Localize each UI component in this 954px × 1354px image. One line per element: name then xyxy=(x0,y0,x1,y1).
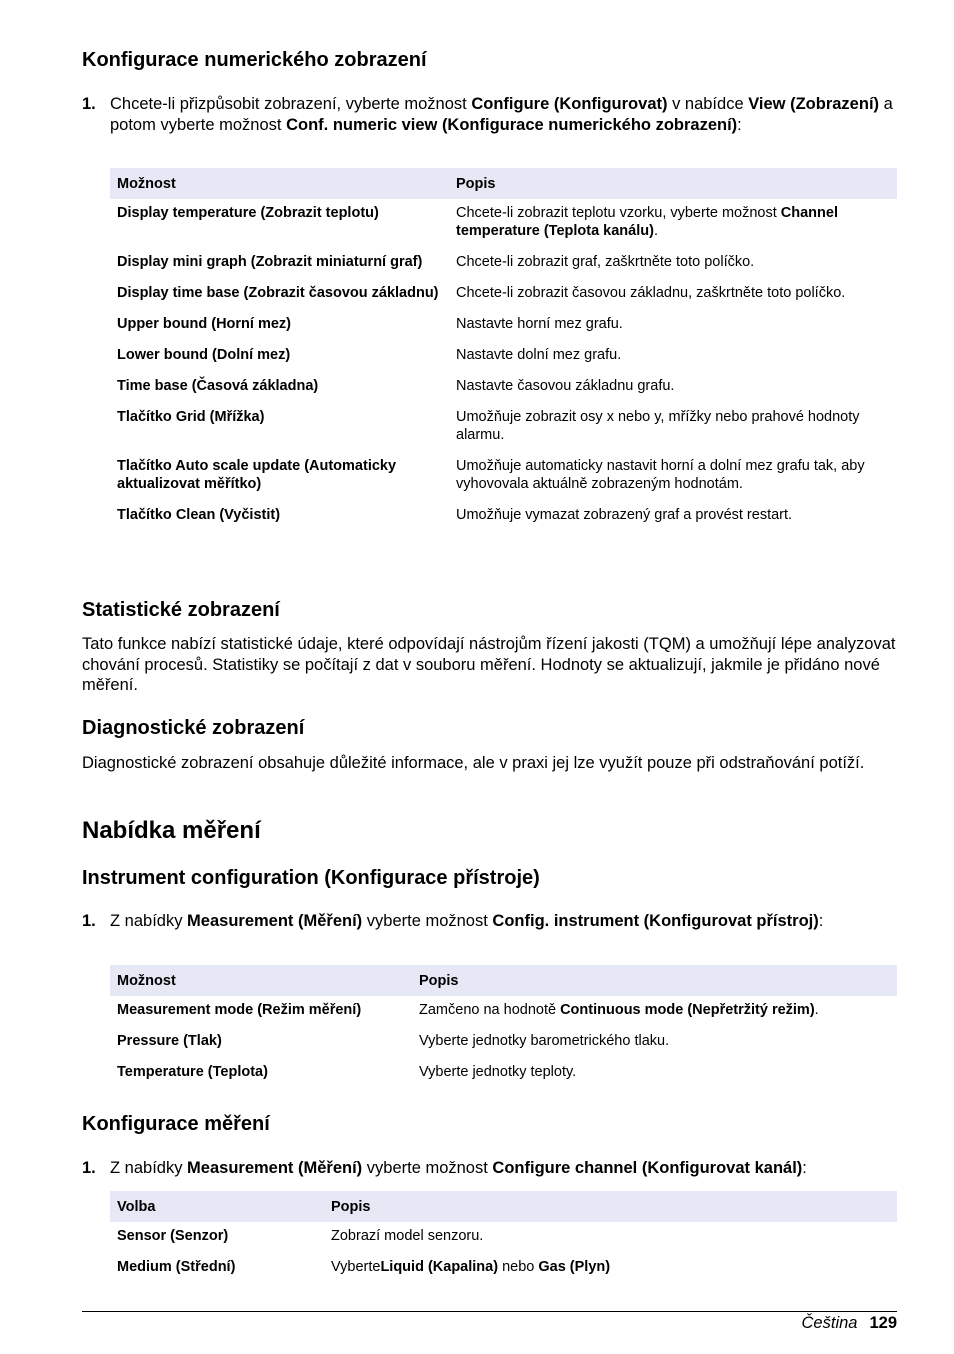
options-table-instrument-config xyxy=(110,965,897,1089)
option-description xyxy=(412,1027,897,1058)
step-text xyxy=(110,95,893,134)
text-run: vyberte možnost xyxy=(362,1159,493,1177)
option-description xyxy=(449,403,897,452)
option-name: Display time base (Zobrazit časovou základnu) xyxy=(117,285,439,301)
text-run: Umožňuje automaticky nastavit horní a dolní mez grafu tak, aby vyhovovala aktuálně zobrazeným hodnotám. xyxy=(456,458,865,492)
bold-term: Gas (Plyn) xyxy=(538,1259,611,1275)
table-row xyxy=(110,1027,897,1058)
text-run: Z nabídky xyxy=(110,1159,188,1177)
table-row xyxy=(110,1253,897,1284)
option-description xyxy=(412,996,897,1027)
option-name: Time base (Časová základna) xyxy=(117,378,319,394)
chapter-heading-measurement-menu: Nabídka měření xyxy=(82,817,261,844)
text-run: : xyxy=(818,912,824,930)
bold-term: Channel temperature (Teplota kanálu) xyxy=(456,205,838,239)
bold-term: Configure (Konfigurovat) xyxy=(471,95,668,113)
text-run: Chcete-li přizpůsobit zobrazení, vyberte možnost xyxy=(110,95,472,113)
bold-term: Configure channel (Konfigurovat kanál) xyxy=(492,1159,803,1177)
option-description xyxy=(449,501,897,532)
table-row xyxy=(110,1222,897,1253)
table-row xyxy=(110,279,897,310)
option-description xyxy=(449,248,897,279)
table-header-cell: Popis xyxy=(449,168,897,199)
table-row xyxy=(110,501,897,532)
option-name: Sensor (Senzor) xyxy=(117,1228,229,1244)
option-description xyxy=(324,1222,897,1253)
text-run: v nabídce xyxy=(667,95,749,113)
bold-term: Continuous mode (Nepřetržitý režim) xyxy=(560,1002,815,1018)
option-description xyxy=(449,310,897,341)
option-name: Pressure (Tlak) xyxy=(117,1033,222,1049)
table-row xyxy=(110,403,897,452)
section-heading-numeric-view: Konfigurace numerického zobrazení xyxy=(82,49,427,71)
page-number: 129 xyxy=(869,1314,897,1332)
option-name: Tlačítko Clean (Vyčistit) xyxy=(117,507,281,523)
text-run: Chcete-li zobrazit graf, zaškrtněte toto políčko. xyxy=(456,254,755,270)
table-header-row xyxy=(110,1191,897,1222)
section-heading-measurement-config: Konfigurace měření xyxy=(82,1113,270,1135)
option-name: Lower bound (Dolní mez) xyxy=(117,347,291,363)
table-row xyxy=(110,996,897,1027)
text-run: : xyxy=(737,115,742,134)
step-text xyxy=(110,912,823,930)
text-run: Umožňuje vymazat zobrazený graf a provést restart. xyxy=(456,507,793,523)
text-run: nebo xyxy=(498,1259,539,1275)
table-header-row xyxy=(110,168,897,199)
step-measurement-config xyxy=(82,1158,897,1179)
text-run: a potom vyberte možnost xyxy=(110,95,893,134)
footer-language: Čeština xyxy=(801,1314,858,1332)
bold-term: Conf. numeric view (Konfigurace numerického zobrazení) xyxy=(286,115,738,134)
option-name: Display mini graph (Zobrazit miniaturní graf) xyxy=(117,254,423,270)
text-run: Umožňuje zobrazit osy x nebo y, mřížky nebo prahové hodnoty alarmu. xyxy=(456,409,860,443)
table-header-cell: Možnost xyxy=(110,168,449,199)
footer-divider xyxy=(82,1311,897,1312)
table-header-cell: Volba xyxy=(110,1191,324,1222)
text-run: Chcete-li zobrazit teplotu vzorku, vyberte možnost xyxy=(456,205,781,221)
text-run: Nastavte horní mez grafu. xyxy=(456,316,623,332)
table-row xyxy=(110,372,897,403)
table-header-cell: Popis xyxy=(324,1191,897,1222)
table-row xyxy=(110,248,897,279)
option-description xyxy=(449,341,897,372)
text-run: vyberte možnost xyxy=(362,912,493,930)
table-header-cell: Možnost xyxy=(110,965,412,996)
option-name: Medium (Střední) xyxy=(117,1259,236,1275)
step-number: 1. xyxy=(82,1159,96,1177)
table-row xyxy=(110,199,897,248)
text-run: Zamčeno na hodnotě xyxy=(419,1002,561,1018)
text-run: . xyxy=(814,1002,819,1018)
text-run: Vyberte xyxy=(331,1259,381,1275)
option-description xyxy=(412,1058,897,1089)
section-heading-diagnostic-view: Diagnostické zobrazení xyxy=(82,717,305,739)
option-description xyxy=(449,372,897,403)
paragraph-statistical-view: Tato funkce nabízí statistické údaje, které odpovídají nástrojům řízení jakosti (TQM) a umožňují lépe analyzovat chování procesů. Statistiky se počítají z dat v souboru měření. Hodnoty se aktualizují, jakmile je přidáno nové měření. xyxy=(82,635,896,694)
step-number: 1. xyxy=(82,912,96,930)
text-run: Nastavte časovou základnu grafu. xyxy=(456,378,675,394)
option-name: Tlačítko Auto scale update (Automaticky aktualizovat měřítko) xyxy=(117,458,397,492)
step-numeric-view xyxy=(82,94,897,135)
text-run: Zobrazí model senzoru. xyxy=(331,1228,484,1244)
bold-term: Liquid (Kapalina) xyxy=(380,1259,499,1275)
step-text xyxy=(110,1159,807,1177)
text-run: Vyberte jednotky teploty. xyxy=(419,1064,577,1080)
table-row xyxy=(110,310,897,341)
option-name: Display temperature (Zobrazit teplotu) xyxy=(117,205,379,221)
text-run: Chcete-li zobrazit časovou základnu, zaškrtněte toto políčko. xyxy=(456,285,846,301)
section-heading-statistical-view: Statistické zobrazení xyxy=(82,599,280,621)
option-name: Measurement mode (Režim měření) xyxy=(117,1002,362,1018)
bold-term: Measurement (Měření) xyxy=(187,1159,363,1177)
bold-term: View (Zobrazení) xyxy=(748,95,880,113)
table-row xyxy=(110,1058,897,1089)
options-table-measurement-config xyxy=(110,1191,897,1284)
bold-term: Config. instrument (Konfigurovat přístroj) xyxy=(492,912,819,930)
option-description xyxy=(324,1253,897,1284)
table-row xyxy=(110,341,897,372)
option-name: Tlačítko Grid (Mřížka) xyxy=(117,409,265,425)
bold-term: Measurement (Měření) xyxy=(187,912,363,930)
paragraph-diagnostic-view: Diagnostické zobrazení obsahuje důležité informace, ale v praxi jej lze využít pouze při odstraňování potíží. xyxy=(82,754,865,772)
table-row xyxy=(110,452,897,501)
option-description xyxy=(449,452,897,501)
text-run: Vyberte jednotky barometrického tlaku. xyxy=(419,1033,670,1049)
section-heading-instrument-config: Instrument configuration (Konfigurace přístroje) xyxy=(82,867,540,889)
step-number: 1. xyxy=(82,95,96,113)
option-name: Upper bound (Horní mez) xyxy=(117,316,291,332)
option-description xyxy=(449,279,897,310)
table-header-cell: Popis xyxy=(412,965,897,996)
option-description xyxy=(449,199,897,248)
text-run: Z nabídky xyxy=(110,912,188,930)
step-instrument-config xyxy=(82,911,897,932)
page-footer xyxy=(802,1313,897,1333)
table-header-row xyxy=(110,965,897,996)
text-run: Nastavte dolní mez grafu. xyxy=(456,347,622,363)
text-run: . xyxy=(653,223,658,239)
text-run: : xyxy=(802,1159,807,1177)
options-table-numeric-view xyxy=(110,168,897,532)
option-name: Temperature (Teplota) xyxy=(117,1064,268,1080)
